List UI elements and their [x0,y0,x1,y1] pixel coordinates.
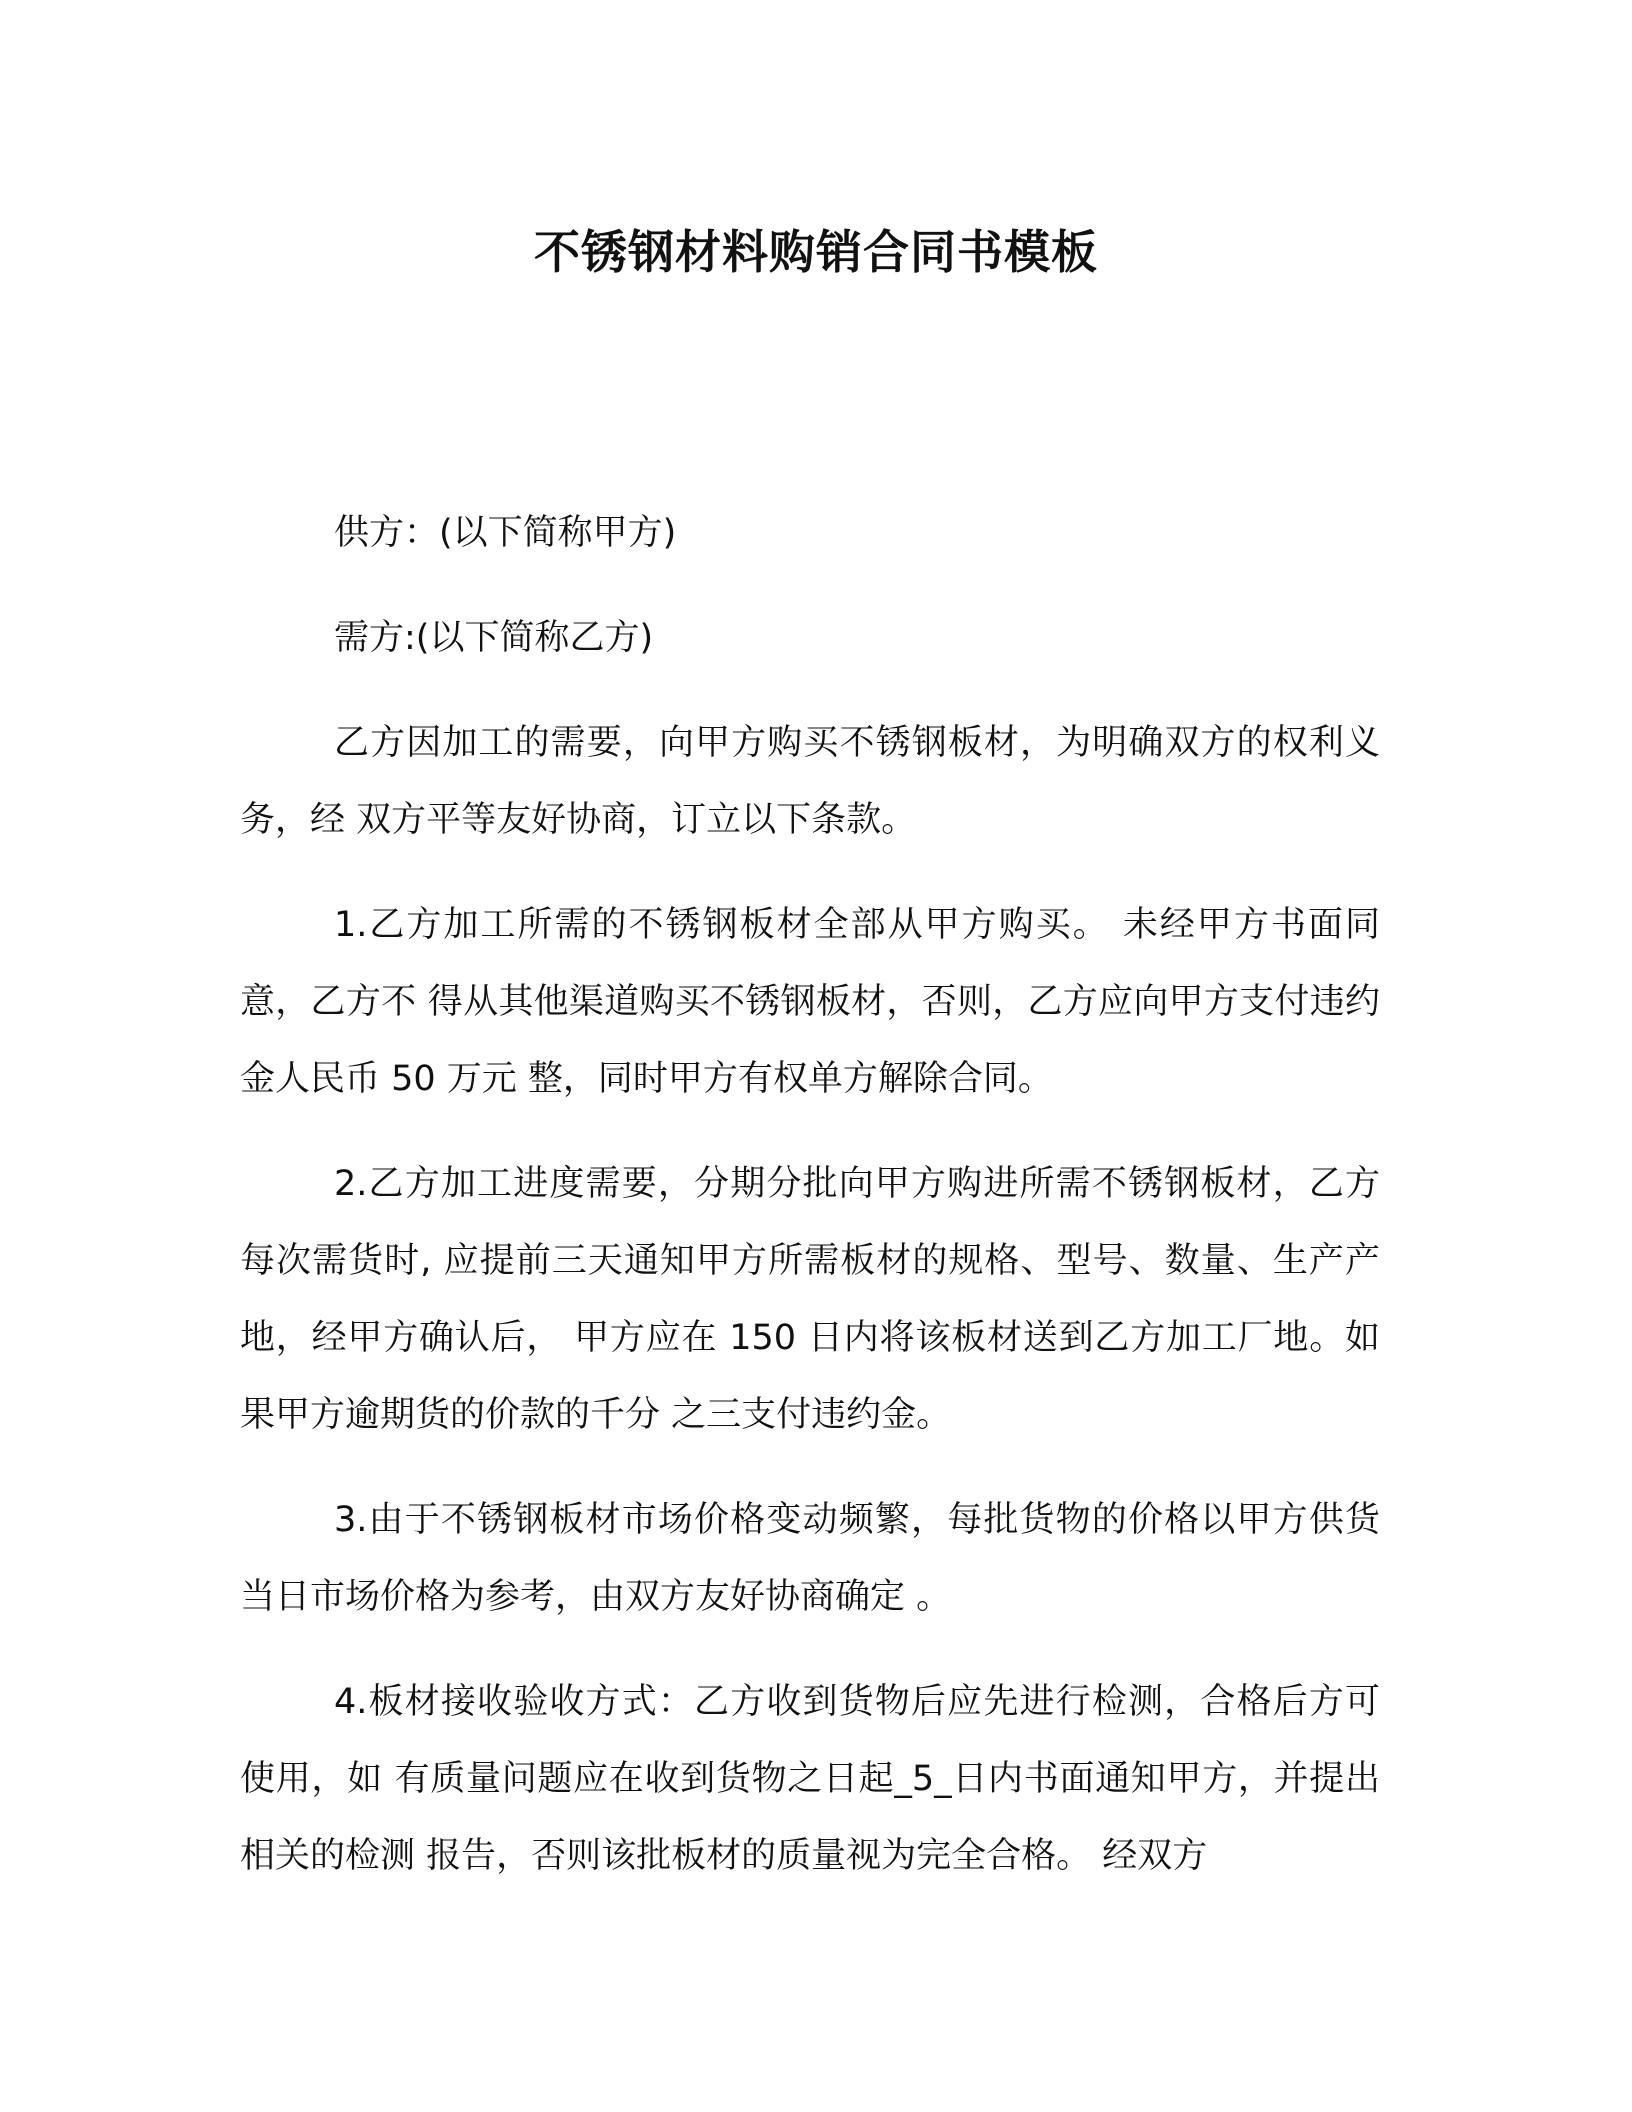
clause-3: 3.由于不锈钢板材市场价格变动频繁，每批货物的价格以甲方供货当日市场价格为参考，由双方友好协商确定 。 [240,1500,1380,1617]
clause-1: 1.乙方加工所需的不锈钢板材全部从甲方购买。 未经甲方书面同意，乙方不 得从其他渠道购买不锈钢板材，否则，乙方应向甲方支付违约金人民币 50 万元 整，同时甲方有权单方解除合同。 [240,905,1380,1099]
document-title: 不锈钢材料购销合同书模板 [534,225,1098,279]
clause-2: 2.乙方加工进度需要，分期分批向甲方购进所需不锈钢板材，乙方每次需货时, 应提前三天通知甲方所需板材的规格、型号、数量、生产产地，经甲方确认后， 甲方应在 150 日内将该板材送到乙方加工厂地。如果甲方逾期货的价款的千分 之三支付违约金。 [240,1164,1380,1435]
supplier-line: 供方：(以下简称甲方) [334,513,677,553]
clause-4: 4.板材接收验收方式：乙方收到货物后应先进行检测，合格后方可使用，如 有质量问题应在收到货物之日起_5_日内书面通知甲方，并提出相关的检测 报告，否则该批板材的质量视为完全合格。 经双方 [240,1682,1380,1876]
intro-paragraph: 乙方因加工的需要，向甲方购买不锈钢板材，为明确双方的权利义务，经 双方平等友好协商，订立以下条款。 [240,723,1380,840]
buyer-line: 需方:(以下简称乙方) [334,618,654,658]
document-body [240,495,1380,1923]
